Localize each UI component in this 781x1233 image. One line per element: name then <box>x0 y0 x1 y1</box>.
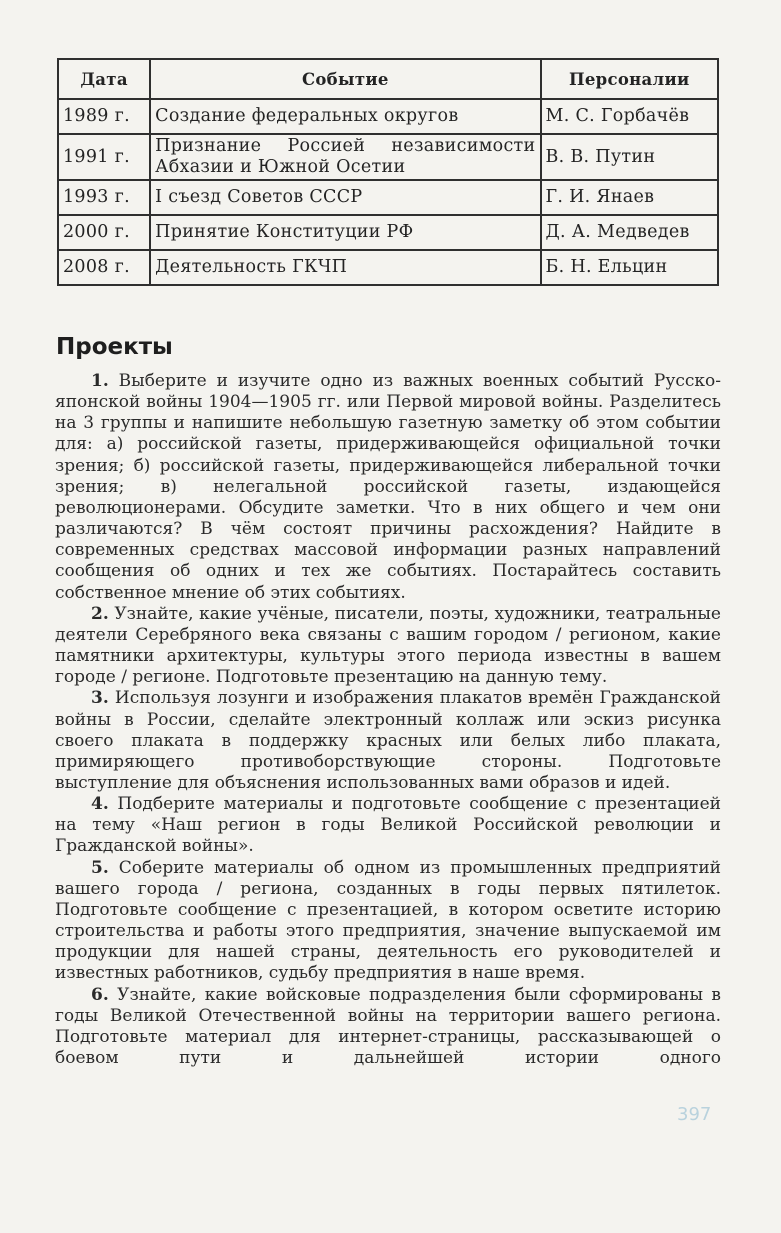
project-number: 5. <box>91 857 109 878</box>
row-event: Признание Россией независимости Абхазии и Южной Осетии <box>150 134 540 180</box>
project-item <box>55 688 721 794</box>
project-number: 2. <box>91 603 109 624</box>
row-event: I съезд Советов СССР <box>150 180 540 215</box>
row-person: Г. И. Янаев <box>541 180 719 215</box>
project-text: Соберите материалы об одном из промышленных предприятий вашего города / региона, созданных в годы первых пятилеток. Подготовьте сообщение с презентацией, в котором осветите историю строительства и работы этого предприятия, значение выпускаемой им продукции для нашей страны, деятельность его руководителей и известных работников, судьбу предприятия в наше время. <box>55 857 721 984</box>
section-title: Проекты <box>56 334 173 360</box>
project-text: Узнайте, какие учёные, писатели, поэты, художники, театральные деятели Серебряного века связаны с вашим городом / регионом, какие памятники архитектуры, культуры этого периода известны в вашем городе / регионе. Подготовьте презентацию на данную тему. <box>55 603 721 688</box>
table-row <box>58 99 718 134</box>
table-header-row <box>58 59 718 99</box>
row-date: 2000 г. <box>58 215 150 250</box>
project-text: Подберите материалы и подготовьте сообщение с презентацией на тему «Наш регион в годы Великой Российской революции и Гражданской войны». <box>55 794 721 857</box>
row-person: М. С. Горбачёв <box>541 99 719 134</box>
page-number: 397 <box>677 1104 712 1125</box>
row-person: Д. А. Медведев <box>541 215 719 250</box>
project-text: Выберите и изучите одно из важных военных событий Русско-японской войны 1904—1905 гг. или Первой мировой войны. Разделитесь на 3 группы и напишите небольшую газетную заметку об этом событии для: а) российской газеты, придерживающейся официальной точки зрения; б) российской газеты, придерживающейся либеральной точки зрения; в) нелегальной российской газеты, издающейся революционерами. Обсудите заметки. Что в них общего и чем они различаются? В чём состоят причины расхождения? Найдите в современных средствах массовой информации разных направлений сообщения об одних и тех же событиях. Постарайтесь составить собственное мнение об этих событиях. <box>55 371 721 603</box>
header-persons: Персоналии <box>541 59 719 99</box>
table-row <box>58 134 718 180</box>
project-number: 4. <box>91 794 109 815</box>
project-item <box>55 794 721 857</box>
row-event: Принятие Конституции РФ <box>150 215 540 250</box>
header-event: Событие <box>150 59 540 99</box>
project-item <box>55 985 721 1070</box>
row-event: Деятельность ГКЧП <box>150 250 540 285</box>
projects-list <box>55 371 721 1069</box>
project-text: Используя лозунги и изображения плакатов времён Гражданской войны в России, сделайте электронный коллаж или эскиз рисунка своего плаката в поддержку красных или белых либо плаката, примиряющего противоборствующие стороны. Подготовьте выступление для объяснения использованных вами образов и идей. <box>55 688 721 793</box>
row-person: В. В. Путин <box>541 134 719 180</box>
row-date: 1991 г. <box>58 134 150 180</box>
row-event: Создание федеральных округов <box>150 99 540 134</box>
table-row <box>58 180 718 215</box>
project-number: 1. <box>91 371 109 391</box>
row-date: 2008 г. <box>58 250 150 285</box>
events-matching-table <box>57 58 719 286</box>
table-row <box>58 250 718 285</box>
project-item <box>55 371 721 604</box>
row-date: 1989 г. <box>58 99 150 134</box>
header-date: Дата <box>58 59 150 99</box>
project-number: 6. <box>91 984 109 1005</box>
project-text: Узнайте, какие войсковые подразделения были сформированы в годы Великой Отечественной войны на территории вашего региона. Подготовьте материал для интернет-страницы, рассказывающей о боевом пути и дальнейшей истории одного <box>55 984 721 1068</box>
project-item <box>55 858 721 985</box>
project-item <box>55 604 721 689</box>
project-number: 3. <box>91 688 109 709</box>
row-date: 1993 г. <box>58 180 150 215</box>
table-row <box>58 215 718 250</box>
row-person: Б. Н. Ельцин <box>541 250 719 285</box>
